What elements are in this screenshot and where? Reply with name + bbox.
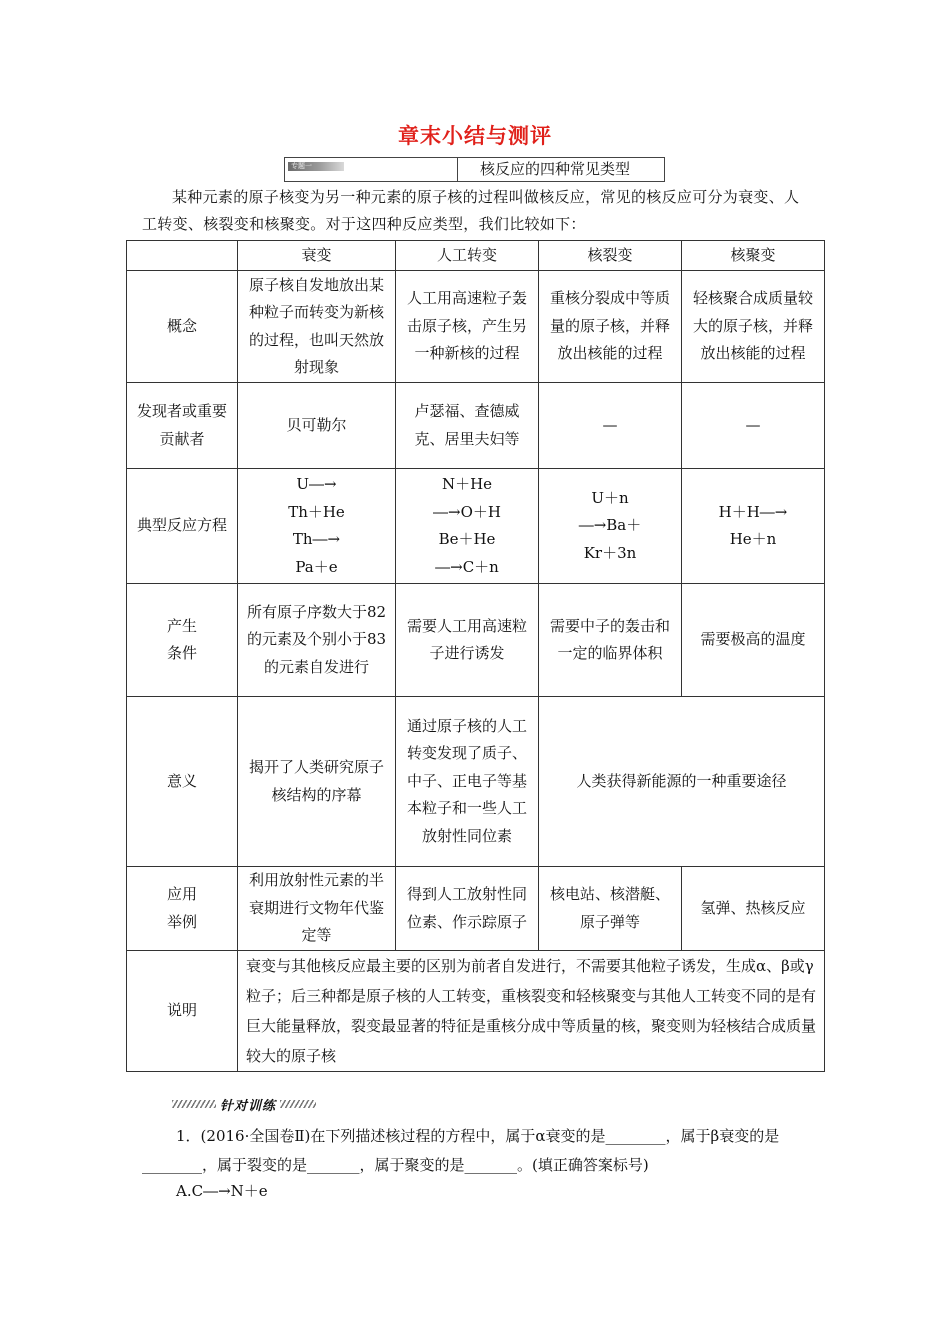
equation-line: N＋He	[441, 475, 493, 493]
training-header	[172, 1096, 316, 1112]
table-header-row	[127, 241, 825, 271]
table-row	[127, 469, 825, 584]
row-label-discoverer: 发现者或重要贡献者	[127, 383, 238, 469]
cell-discoverer-decay: 贝可勒尔	[238, 383, 396, 469]
table-row	[127, 383, 825, 469]
cell-equation-fusion	[682, 469, 825, 584]
table-row	[127, 584, 825, 697]
row-label-condition	[127, 584, 238, 697]
hatch-decoration	[280, 1100, 316, 1108]
cell-discoverer-fusion: —	[682, 383, 825, 469]
table-row	[127, 867, 825, 951]
row-label-line: 举例	[166, 912, 197, 931]
cell-equation-decay	[238, 469, 396, 584]
row-label-note: 说明	[127, 951, 238, 1072]
cell-meaning-fission-fusion: 人类获得新能源的一种重要途径	[539, 697, 825, 867]
equation-line: ―→O＋H	[433, 502, 501, 521]
topic-tag	[285, 158, 458, 181]
cell-equation-fission	[539, 469, 682, 584]
cell-condition-decay: 所有原子序数大于82的元素及个别小于83的元素自发进行	[238, 584, 396, 697]
equation-line: Pa＋e	[295, 557, 338, 576]
table-row	[127, 951, 825, 1072]
header-cell-fission: 核裂变	[539, 241, 682, 271]
cell-meaning-artificial: 通过原子核的人工转变发现了质子、中子、正电子等基本粒子和一些人工放射性同位素	[396, 697, 539, 867]
page-title: 章末小结与测评	[398, 123, 552, 148]
row-label-application	[127, 867, 238, 951]
topic-header	[284, 157, 665, 182]
equation-line: U＋n	[591, 488, 629, 507]
cell-note-text: 衰变与其他核反应最主要的区别为前者自发进行，不需要其他粒子诱发，生成α、β或γ粒子；后三种都是原子核的人工转变，重核裂变和轻核聚变与其他人工转变不同的是有巨大能量释放，裂变最显著的特征是重核分成中等质量的核，聚变则为轻核结合成质量较大的原子核	[238, 951, 825, 1072]
row-label-line: 产生	[166, 616, 197, 635]
equation-line: ―→C＋n	[435, 557, 499, 576]
cell-concept-fusion: 轻核聚合成质量较大的原子核，并释放出核能的过程	[682, 271, 825, 383]
equation-line: Th＋He	[288, 502, 345, 521]
equation-line: H＋H―→	[718, 502, 788, 521]
equation-line: Be＋He	[438, 530, 496, 548]
option-a: A.C―→N＋e	[176, 1182, 268, 1200]
equation-line: Kr＋3n	[583, 543, 637, 562]
equation-line: ―→Ba＋	[578, 516, 642, 535]
cell-condition-fusion: 需要极高的温度	[682, 584, 825, 697]
cell-concept-fission: 重核分裂成中等质量的原子核，并释放出核能的过程	[539, 271, 682, 383]
cell-condition-fission: 需要中子的轰击和一定的临界体积	[539, 584, 682, 697]
table-row	[127, 271, 825, 383]
header-cell-fusion: 核聚变	[682, 241, 825, 271]
table-row	[127, 697, 825, 867]
equation-line: He＋n	[729, 530, 777, 548]
intro-paragraph: 某种元素的原子核变为另一种元素的原子核的过程叫做核反应，常见的核反应可分为衰变、人工转变、核裂变和核聚变。对于这四种反应类型，我们比较如下：	[142, 188, 800, 233]
topic-heading: 核反应的四种常见类型	[480, 160, 631, 178]
cell-application-fusion: 氢弹、热核反应	[682, 867, 825, 951]
hatch-decoration	[172, 1100, 216, 1108]
header-cell-decay: 衰变	[238, 241, 396, 271]
training-label: 针对训练	[220, 1098, 277, 1114]
topic-tag-label: 专题一	[288, 162, 344, 171]
header-cell-artificial: 人工转变	[396, 241, 539, 271]
row-label-meaning: 意义	[127, 697, 238, 867]
cell-equation-artificial	[396, 469, 539, 584]
cell-meaning-decay: 揭开了人类研究原子核结构的序幕	[238, 697, 396, 867]
comparison-table	[126, 240, 825, 1072]
cell-concept-artificial: 人工用高速粒子轰击原子核，产生另一种新核的过程	[396, 271, 539, 383]
cell-application-fission: 核电站、核潜艇、原子弹等	[539, 867, 682, 951]
cell-application-decay: 利用放射性元素的半衰期进行文物年代鉴定等	[238, 867, 396, 951]
row-label-line: 条件	[166, 644, 197, 662]
cell-concept-decay: 原子核自发地放出某种粒子而转变为新核的过程，也叫天然放射现象	[238, 271, 396, 383]
cell-discoverer-artificial: 卢瑟福、查德威克、居里夫妇等	[396, 383, 539, 469]
cell-discoverer-fission: —	[539, 383, 682, 469]
row-label-concept: 概念	[127, 271, 238, 383]
cell-application-artificial: 得到人工放射性同位素、作示踪原子	[396, 867, 539, 951]
equation-line: Th―→	[292, 530, 341, 548]
equation-line: U―→	[296, 475, 337, 493]
row-label-line: 应用	[166, 885, 197, 903]
header-cell-empty	[127, 241, 238, 271]
question-1: 1．(2016·全国卷Ⅱ)在下列描述核过程的方程中，属于α衰变的是________，属于β衰变的是________，属于裂变的是_______，属于聚变的是_______。(填正确答案标号)	[142, 1127, 780, 1174]
row-label-equation: 典型反应方程	[127, 469, 238, 584]
cell-condition-artificial: 需要人工用高速粒子进行诱发	[396, 584, 539, 697]
